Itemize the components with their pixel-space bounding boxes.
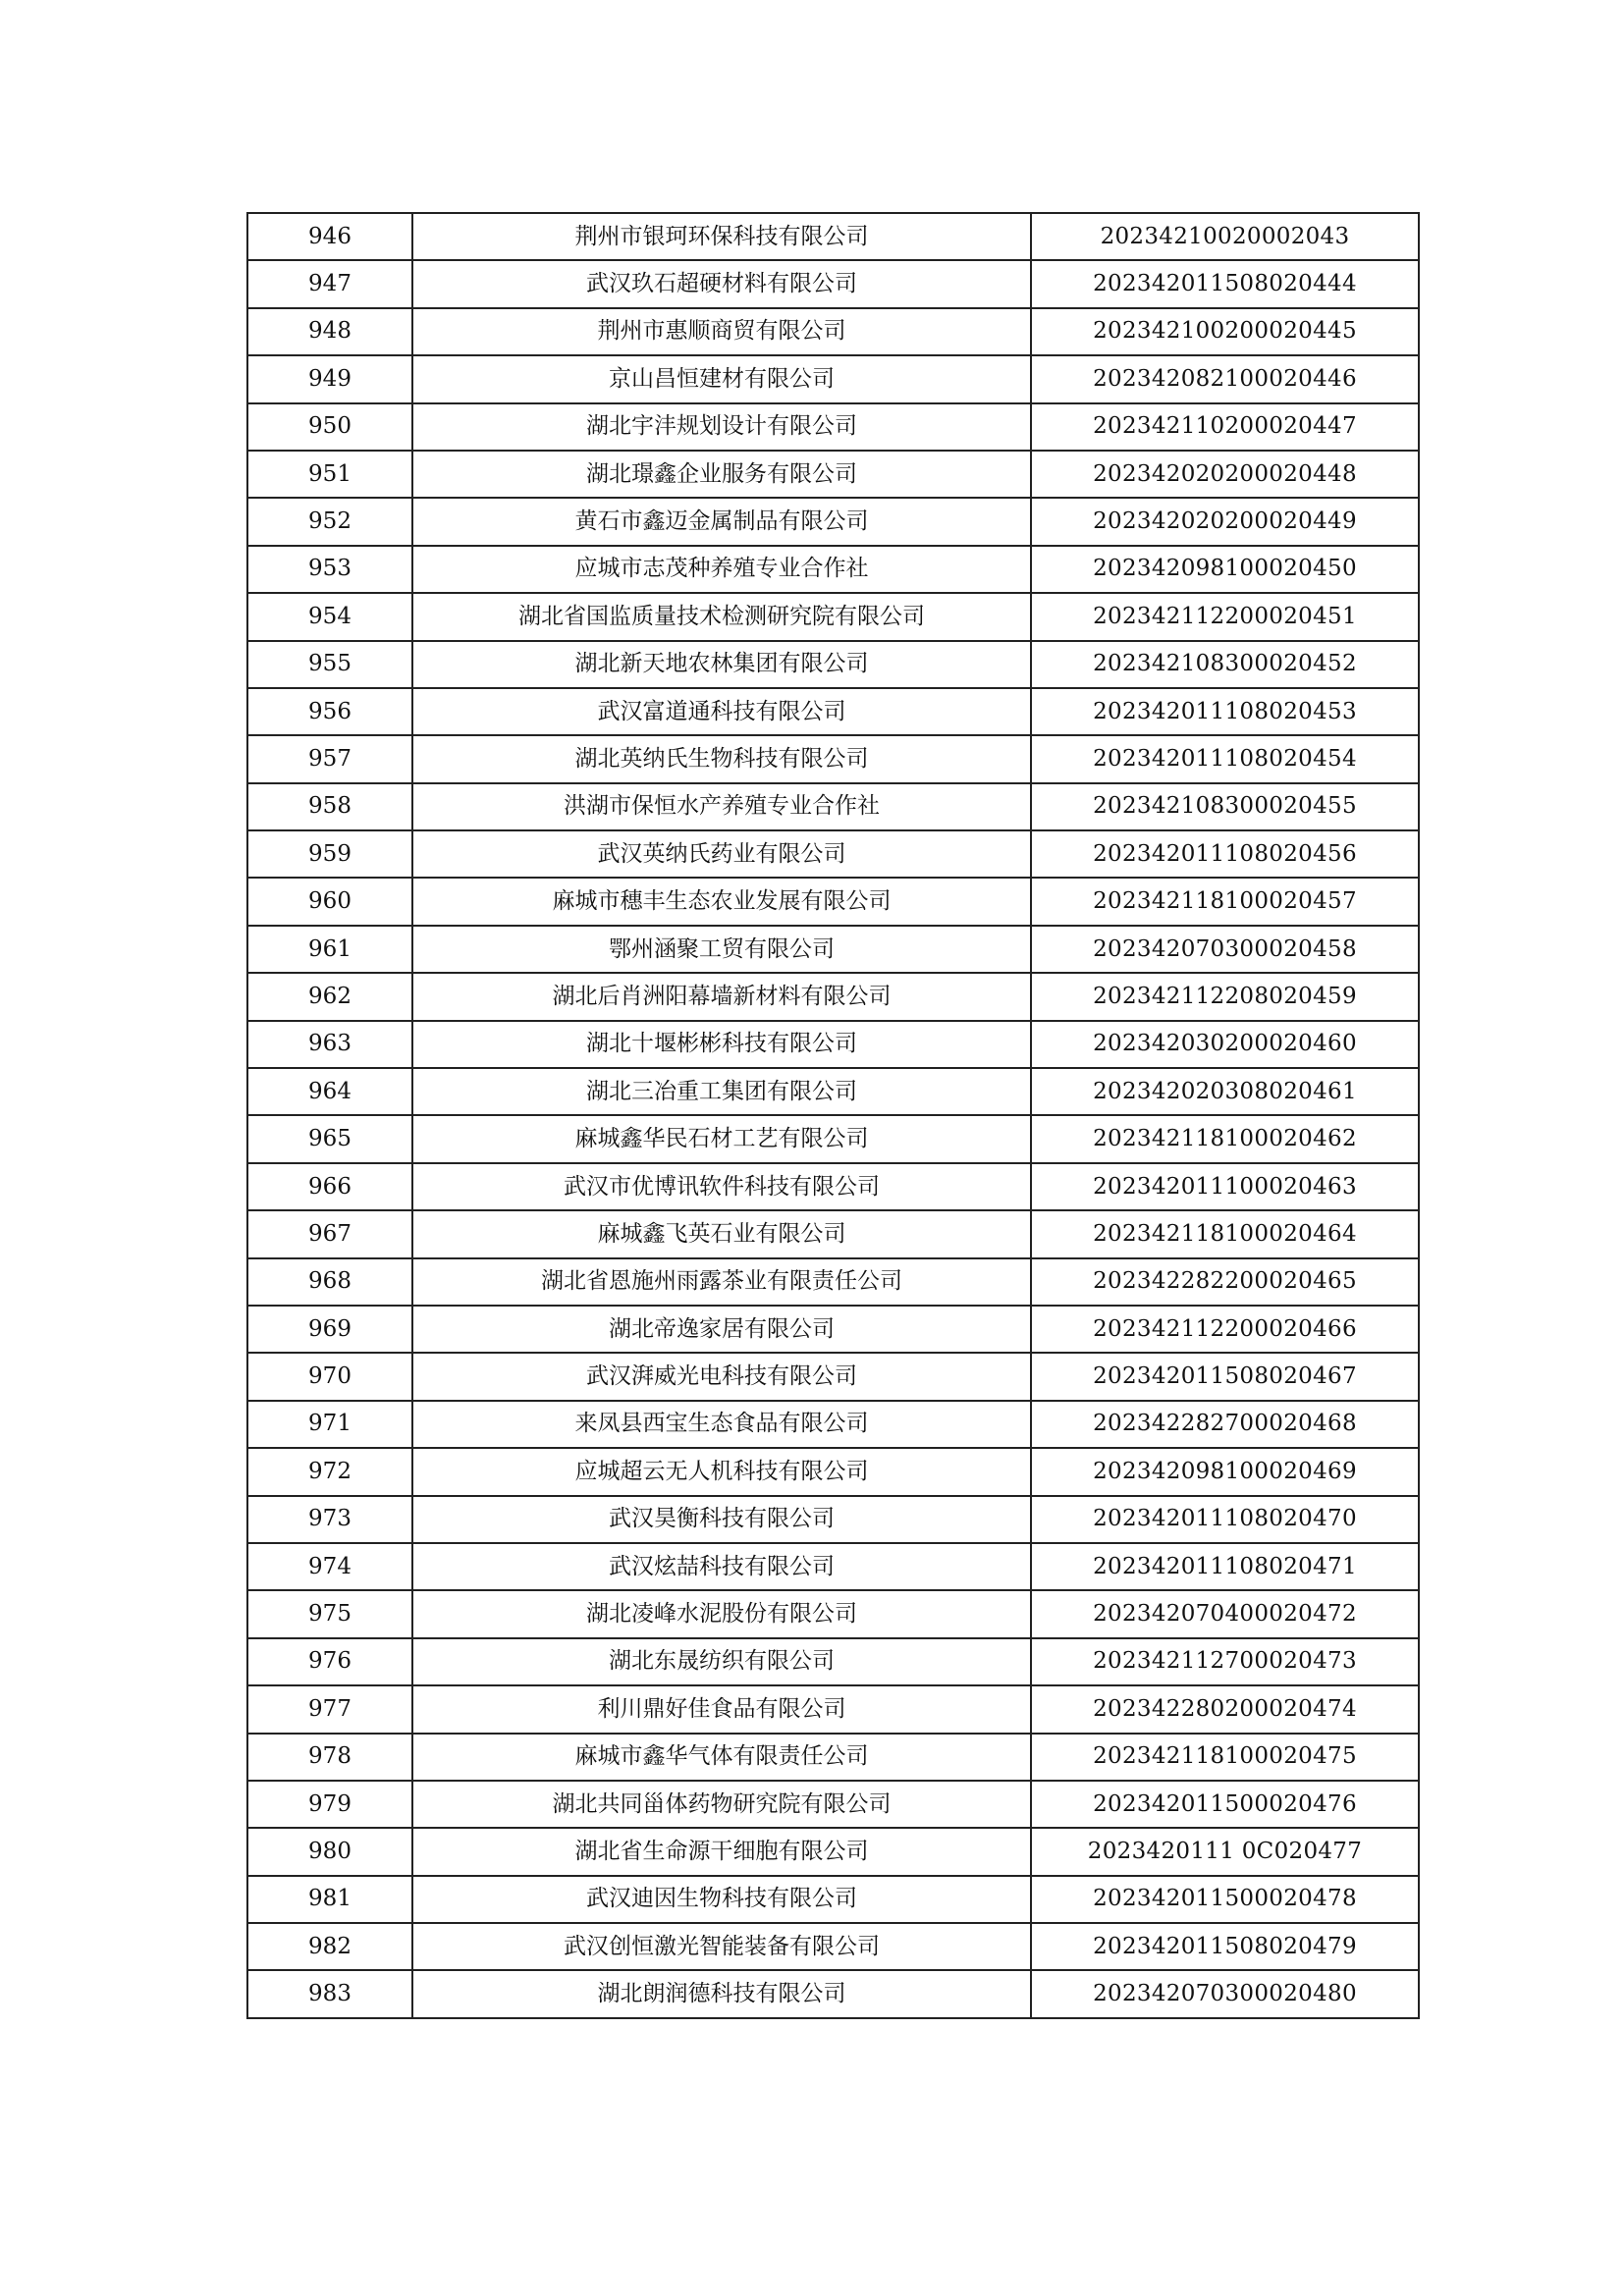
company-name-cell: 武汉昊衡科技有限公司 <box>412 1496 1031 1543</box>
table-row <box>247 451 1419 498</box>
registration-code-cell: 202342070300020458 <box>1031 926 1419 973</box>
company-name-cell: 荆州市银珂环保科技有限公司 <box>412 213 1031 260</box>
row-number-cell: 978 <box>247 1734 412 1781</box>
row-number-cell: 951 <box>247 451 412 498</box>
company-name-cell: 鄂州涵聚工贸有限公司 <box>412 926 1031 973</box>
company-name-cell: 湖北省生命源干细胞有限公司 <box>412 1828 1031 1875</box>
table-row <box>247 1828 1419 1875</box>
row-number-cell: 967 <box>247 1210 412 1257</box>
registration-code-cell: 202342070400020472 <box>1031 1590 1419 1637</box>
table-row <box>247 403 1419 451</box>
table-row <box>247 1115 1419 1162</box>
table-row <box>247 878 1419 925</box>
company-name-cell: 黄石市鑫迈金属制品有限公司 <box>412 498 1031 545</box>
company-table <box>246 212 1420 2019</box>
registration-code-cell: 202342108300020455 <box>1031 783 1419 830</box>
registration-code-cell: 202342011108020456 <box>1031 830 1419 878</box>
row-number-cell: 952 <box>247 498 412 545</box>
company-name-cell: 麻城市穗丰生态农业发展有限公司 <box>412 878 1031 925</box>
company-name-cell: 湖北宇沣规划设计有限公司 <box>412 403 1031 451</box>
company-name-cell: 湖北省国监质量技术检测研究院有限公司 <box>412 593 1031 640</box>
company-table-body <box>247 213 1419 2018</box>
registration-code-cell: 202342282200020465 <box>1031 1258 1419 1306</box>
registration-code-cell: 202342280200020474 <box>1031 1685 1419 1733</box>
table-row <box>247 355 1419 402</box>
company-name-cell: 洪湖市保恒水产养殖专业合作社 <box>412 783 1031 830</box>
row-number-cell: 959 <box>247 830 412 878</box>
company-name-cell: 麻城市鑫华气体有限责任公司 <box>412 1734 1031 1781</box>
row-number-cell: 962 <box>247 973 412 1020</box>
row-number-cell: 958 <box>247 783 412 830</box>
row-number-cell: 946 <box>247 213 412 260</box>
registration-code-cell: 202342011108020470 <box>1031 1496 1419 1543</box>
row-number-cell: 983 <box>247 1970 412 2017</box>
registration-code-cell: 202342282700020468 <box>1031 1401 1419 1448</box>
registration-code-cell: 202342020200020449 <box>1031 498 1419 545</box>
row-number-cell: 971 <box>247 1401 412 1448</box>
row-number-cell: 963 <box>247 1021 412 1068</box>
table-row <box>247 546 1419 593</box>
registration-code-cell: 202342118100020475 <box>1031 1734 1419 1781</box>
company-name-cell: 湖北三冶重工集团有限公司 <box>412 1068 1031 1115</box>
company-name-cell: 湖北凌峰水泥股份有限公司 <box>412 1590 1031 1637</box>
row-number-cell: 956 <box>247 688 412 735</box>
row-number-cell: 977 <box>247 1685 412 1733</box>
row-number-cell: 960 <box>247 878 412 925</box>
row-number-cell: 947 <box>247 260 412 307</box>
row-number-cell: 948 <box>247 308 412 355</box>
registration-code-cell: 202342108300020452 <box>1031 641 1419 688</box>
row-number-cell: 953 <box>247 546 412 593</box>
row-number-cell: 980 <box>247 1828 412 1875</box>
row-number-cell: 955 <box>247 641 412 688</box>
table-row <box>247 1163 1419 1210</box>
table-row <box>247 735 1419 782</box>
registration-code-cell: 202342110200020447 <box>1031 403 1419 451</box>
table-row <box>247 641 1419 688</box>
company-name-cell: 利川鼎好佳食品有限公司 <box>412 1685 1031 1733</box>
table-row <box>247 260 1419 307</box>
registration-code-cell: 202342020308020461 <box>1031 1068 1419 1115</box>
table-row <box>247 1306 1419 1353</box>
row-number-cell: 969 <box>247 1306 412 1353</box>
row-number-cell: 965 <box>247 1115 412 1162</box>
registration-code-cell: 202342082100020446 <box>1031 355 1419 402</box>
registration-code-cell: 20234210020002043 <box>1031 213 1419 260</box>
registration-code-cell: 202342030200020460 <box>1031 1021 1419 1068</box>
row-number-cell: 976 <box>247 1638 412 1685</box>
company-name-cell: 武汉市优博讯软件科技有限公司 <box>412 1163 1031 1210</box>
company-name-cell: 武汉炫喆科技有限公司 <box>412 1543 1031 1590</box>
registration-code-cell: 202342011500020478 <box>1031 1876 1419 1923</box>
company-name-cell: 麻城鑫华民石材工艺有限公司 <box>412 1115 1031 1162</box>
row-number-cell: 950 <box>247 403 412 451</box>
row-number-cell: 961 <box>247 926 412 973</box>
registration-code-cell: 202342070300020480 <box>1031 1970 1419 2017</box>
table-row <box>247 973 1419 1020</box>
company-name-cell: 应城市志茂种养殖专业合作社 <box>412 546 1031 593</box>
row-number-cell: 970 <box>247 1353 412 1400</box>
table-row <box>247 1258 1419 1306</box>
registration-code-cell: 202342011508020479 <box>1031 1923 1419 1970</box>
company-name-cell: 湖北朗润德科技有限公司 <box>412 1970 1031 2017</box>
table-row <box>247 308 1419 355</box>
table-row <box>247 1734 1419 1781</box>
table-row <box>247 1496 1419 1543</box>
registration-code-cell: 2023420111 0C020477 <box>1031 1828 1419 1875</box>
registration-code-cell: 202342118100020464 <box>1031 1210 1419 1257</box>
registration-code-cell: 202342011100020463 <box>1031 1163 1419 1210</box>
registration-code-cell: 202342011500020476 <box>1031 1781 1419 1828</box>
row-number-cell: 972 <box>247 1448 412 1495</box>
row-number-cell: 964 <box>247 1068 412 1115</box>
row-number-cell: 981 <box>247 1876 412 1923</box>
company-name-cell: 湖北十堰彬彬科技有限公司 <box>412 1021 1031 1068</box>
table-row <box>247 783 1419 830</box>
table-row <box>247 1923 1419 1970</box>
table-row <box>247 213 1419 260</box>
registration-code-cell: 202342011108020471 <box>1031 1543 1419 1590</box>
row-number-cell: 957 <box>247 735 412 782</box>
table-row <box>247 1210 1419 1257</box>
table-row <box>247 1353 1419 1400</box>
row-number-cell: 954 <box>247 593 412 640</box>
table-row <box>247 1781 1419 1828</box>
company-name-cell: 来凤县西宝生态食品有限公司 <box>412 1401 1031 1448</box>
company-name-cell: 荆州市惠顺商贸有限公司 <box>412 308 1031 355</box>
company-name-cell: 武汉创恒激光智能装备有限公司 <box>412 1923 1031 1970</box>
company-name-cell: 湖北共同甾体药物研究院有限公司 <box>412 1781 1031 1828</box>
company-name-cell: 湖北璟鑫企业服务有限公司 <box>412 451 1031 498</box>
table-row <box>247 593 1419 640</box>
company-name-cell: 武汉玖石超硬材料有限公司 <box>412 260 1031 307</box>
registration-code-cell: 202342112700020473 <box>1031 1638 1419 1685</box>
table-row <box>247 830 1419 878</box>
registration-code-cell: 202342100200020445 <box>1031 308 1419 355</box>
company-name-cell: 应城超云无人机科技有限公司 <box>412 1448 1031 1495</box>
registration-code-cell: 202342020200020448 <box>1031 451 1419 498</box>
row-number-cell: 982 <box>247 1923 412 1970</box>
table-row <box>247 1876 1419 1923</box>
registration-code-cell: 202342011508020467 <box>1031 1353 1419 1400</box>
row-number-cell: 966 <box>247 1163 412 1210</box>
registration-code-cell: 202342011508020444 <box>1031 260 1419 307</box>
row-number-cell: 973 <box>247 1496 412 1543</box>
registration-code-cell: 202342011108020453 <box>1031 688 1419 735</box>
company-name-cell: 武汉英纳氏药业有限公司 <box>412 830 1031 878</box>
company-name-cell: 湖北帝逸家居有限公司 <box>412 1306 1031 1353</box>
row-number-cell: 975 <box>247 1590 412 1637</box>
company-name-cell: 湖北东晟纺织有限公司 <box>412 1638 1031 1685</box>
registration-code-cell: 202342112200020466 <box>1031 1306 1419 1353</box>
table-row <box>247 1685 1419 1733</box>
company-name-cell: 湖北新天地农林集团有限公司 <box>412 641 1031 688</box>
table-row <box>247 1638 1419 1685</box>
table-row <box>247 1448 1419 1495</box>
registration-code-cell: 202342118100020462 <box>1031 1115 1419 1162</box>
table-row <box>247 1543 1419 1590</box>
table-row <box>247 1021 1419 1068</box>
registration-code-cell: 202342112208020459 <box>1031 973 1419 1020</box>
row-number-cell: 949 <box>247 355 412 402</box>
table-row <box>247 1401 1419 1448</box>
company-name-cell: 京山昌恒建材有限公司 <box>412 355 1031 402</box>
company-name-cell: 武汉湃威光电科技有限公司 <box>412 1353 1031 1400</box>
company-name-cell: 武汉富道通科技有限公司 <box>412 688 1031 735</box>
registration-code-cell: 202342112200020451 <box>1031 593 1419 640</box>
table-row <box>247 1590 1419 1637</box>
company-name-cell: 湖北省恩施州雨露茶业有限责任公司 <box>412 1258 1031 1306</box>
company-name-cell: 湖北英纳氏生物科技有限公司 <box>412 735 1031 782</box>
registration-code-cell: 202342118100020457 <box>1031 878 1419 925</box>
table-row <box>247 926 1419 973</box>
company-name-cell: 麻城鑫飞英石业有限公司 <box>412 1210 1031 1257</box>
row-number-cell: 979 <box>247 1781 412 1828</box>
company-name-cell: 湖北后肖洲阳幕墙新材料有限公司 <box>412 973 1031 1020</box>
row-number-cell: 968 <box>247 1258 412 1306</box>
row-number-cell: 974 <box>247 1543 412 1590</box>
registration-code-cell: 202342098100020469 <box>1031 1448 1419 1495</box>
table-row <box>247 1970 1419 2017</box>
registration-code-cell: 202342011108020454 <box>1031 735 1419 782</box>
registration-code-cell: 202342098100020450 <box>1031 546 1419 593</box>
table-row <box>247 498 1419 545</box>
table-row <box>247 1068 1419 1115</box>
table-row <box>247 688 1419 735</box>
company-name-cell: 武汉迪因生物科技有限公司 <box>412 1876 1031 1923</box>
